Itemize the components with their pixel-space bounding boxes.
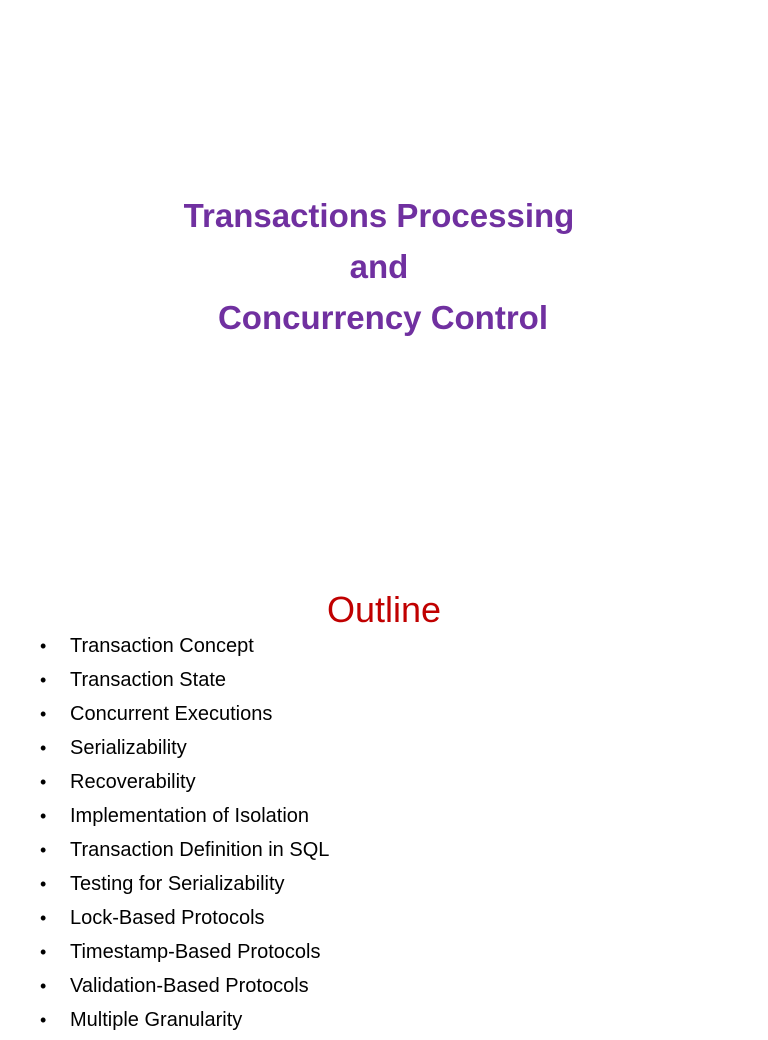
bullet-icon: • (40, 806, 47, 826)
list-item-label: Transaction Definition in SQL (70, 839, 330, 861)
list-item (0, 1006, 329, 1040)
title-line-2: and (349, 248, 409, 285)
title-line-3: Concurrency Control (217, 299, 549, 336)
bullet-icon: • (40, 908, 47, 928)
list-item-label: Recoverability (70, 771, 196, 793)
outline-heading: Outline (326, 589, 442, 630)
bullet-icon: • (40, 840, 47, 860)
list-item (0, 632, 329, 666)
list-item-label: Serializability (70, 737, 187, 759)
bullet-icon: • (40, 670, 47, 690)
bullet-icon: • (40, 738, 47, 758)
list-item-label: Timestamp-Based Protocols (70, 941, 321, 963)
list-item-label: Lock-Based Protocols (70, 907, 265, 929)
list-item (0, 666, 329, 700)
outline-list (0, 632, 329, 1040)
list-item (0, 836, 329, 870)
bullet-icon: • (40, 772, 47, 792)
list-item-label: Validation-Based Protocols (70, 975, 309, 997)
bullet-icon: • (40, 1010, 47, 1030)
list-item (0, 802, 329, 836)
outline-slide (0, 560, 768, 1031)
list-item (0, 972, 329, 1006)
list-item (0, 904, 329, 938)
list-item (0, 938, 329, 972)
list-item-label: Transaction Concept (70, 635, 254, 657)
list-item (0, 768, 329, 802)
list-item (0, 870, 329, 904)
list-item-label: Implementation of Isolation (70, 805, 310, 827)
list-item-label: Multiple Granularity (70, 1009, 243, 1031)
bullet-icon: • (40, 704, 47, 724)
title-line-1: Transactions Processing (183, 197, 575, 234)
bullet-icon: • (40, 976, 47, 996)
list-item (0, 734, 329, 768)
bullet-icon: • (40, 636, 47, 656)
bullet-icon: • (40, 942, 47, 962)
bullet-icon: • (40, 874, 47, 894)
list-item-label: Transaction State (70, 669, 227, 691)
list-item (0, 700, 329, 734)
list-item-label: Concurrent Executions (70, 703, 273, 725)
list-item-label: Testing for Serializability (70, 873, 285, 895)
slide-title (0, 190, 768, 343)
